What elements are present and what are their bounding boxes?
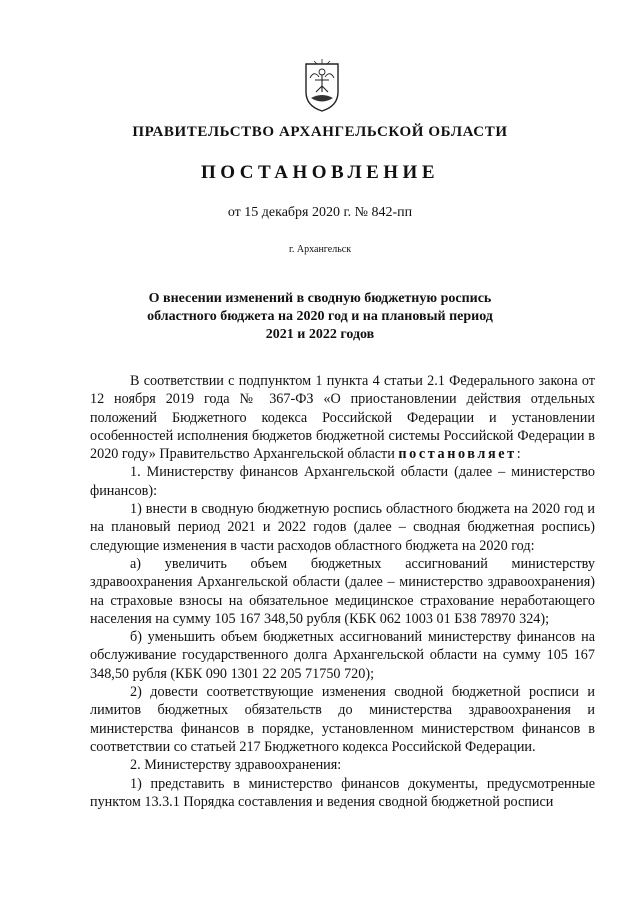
- clause-1-1: 1) внести в сводную бюджетную роспись областного бюджета на 2020 год и на плановый период 2021 и 2022 годов (далее – сводная бюджетная роспись) следующие изменения в части расходов областного бюджета на 2020 год:: [90, 501, 595, 554]
- document-type: ПОСТАНОВЛЕНИЕ: [200, 162, 440, 183]
- colon: :: [516, 446, 521, 463]
- clause-1-1-b: б) уменьшить объем бюджетных ассигнований министерству финансов на обслуживание государственного долга Архангельской области на сумму 105 167 348,50 рубля (КБК 090 1301 22 205 71750 720);: [90, 629, 595, 682]
- document-heading: [120, 290, 520, 344]
- clause-1: 1. Министерству финансов Архангельской области (далее – министерство финансов):: [90, 464, 595, 499]
- intro-paragraph: [90, 372, 595, 463]
- document-body: [90, 372, 595, 811]
- coat-of-arms-icon: [303, 58, 341, 113]
- heading-line: О внесении изменений в сводную бюджетную роспись: [148, 291, 492, 306]
- clause-1-1-a: а) увеличить объем бюджетных ассигнований министерству здравоохранения Архангельской области (далее – министерство здравоохранения) на страховые взносы на обязательное медицинское страхование неработающего населения на сумму 105 167 348,50 рубля (КБК 062 1003 01 Б38 78970 324);: [90, 555, 595, 627]
- clause-2-1: 1) представить в министерство финансов документы, предусмотренные пунктом 13.3.1 Порядка составления и ведения сводной бюджетной росписи: [90, 775, 595, 810]
- clause-1-2: 2) довести соответствующие изменения сводной бюджетной росписи и лимитов бюджетных обязательств до министерства здравоохранения и министерства финансов в порядке, установленном министерством финансов в соответствии со статьей 217 Бюджетного кодекса Российской Федерации.: [90, 684, 595, 755]
- document-date-number: от 15 декабря 2020 г. № 842-пп: [227, 205, 413, 220]
- heading-line: областного бюджета на 2020 год и на плановый период: [147, 309, 493, 324]
- intro-text: В соответствии с подпунктом 1 пункта 4 статьи 2.1 Федерального закона от 12 ноября 2019 года № 367-ФЗ «О приостановлении действия отдельных положений Бюджетного кодекса Российской Федерации и установлении особенностей исполнения бюджетов бюджетной системы Российской Федерации в 2020 году» Правительство Архангельской области: [90, 373, 595, 463]
- clause-2: 2. Министерству здравоохранения:: [130, 757, 342, 774]
- heading-line: 2021 и 2022 годов: [265, 327, 375, 342]
- document-city: г. Архангельск: [288, 244, 352, 255]
- resolves-word: постановляет: [398, 446, 517, 463]
- government-title: ПРАВИТЕЛЬСТВО АРХАНГЕЛЬСКОЙ ОБЛАСТИ: [132, 124, 508, 140]
